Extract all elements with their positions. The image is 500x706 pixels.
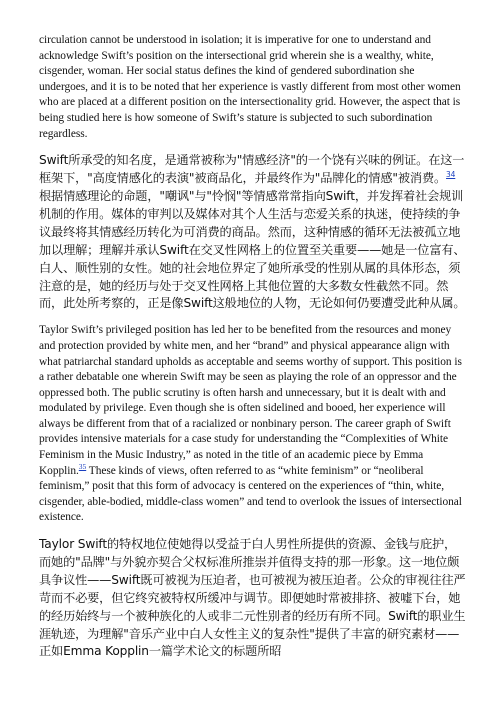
paragraph-text: Taylor Swift的特权地位使她得以受益于白人男性所提供的资源、金钱与庇护，而她的"品牌"与外貌亦契合父权标准所推崇并值得支持的那一形象。这一地位颇具争议性——Swift既可被视为压迫者，也可被视为被压迫者。公众的审视往往严苛而不必要，但它终究被特权所缓冲与调节。即便她时常被排挤、被嘘下台，她的经历始终与一个被种族化的人或非二元性别者的经历有所不同。Swift的职业生涯轨迹，为理解"音乐产业中白人女性主义的复杂性"提供了丰富的研究素材——正如Emma Kopplin一篇学术论文的标题所昭 [39, 537, 466, 659]
paragraph-english-1 [39, 33, 466, 142]
paragraph-text: 根据情感理论的命题，"嘲讽"与"怜悯"等情感常常指向Swift，并发挥着社会规训机制的作用。媒体的审判以及媒体对其个人生活与恋爱关系的执迷，使持续的争议最终将其情感经历转化为可消费的商品。然而，这种情感的循环无法被孤立地加以理解；理解并承认Swift在交叉性网格上的位置至关重要——她是一位富有、白人、顺性别的女性。她的社会地位界定了她所承受的性别从属的具体形态，须注意的是，她的经历与处于交叉性网格上其他位置的大多数女性截然不同。然而，此处所考察的，正是像Swift这般地位的人物，无论如何仍要遭受此种从属。 [39, 188, 466, 311]
footnote-link[interactable]: 34 [446, 170, 456, 179]
paragraph-english-2 [39, 323, 466, 526]
paragraph-text: Swift所承受的知名度，是通常被称为"情感经济"的一个饶有兴味的例证。在这一框架下，"高度情感化的表演"被商品化，并最终作为"品牌化的情感"被消费。 [39, 153, 465, 186]
paragraph-chinese-2 [39, 536, 466, 661]
footnote-link[interactable]: 35 [78, 461, 87, 471]
paragraph-text: These kinds of views, often referred to as “white feminism” or “neoliberal feminism,” posit that this form of advocacy is centered on the experiences of “thin, white, cisgender, able-bodied, middle-class women” and tend to overlook the issues of intersectional existence. [39, 464, 462, 524]
paragraph-text: Taylor Swift’s privileged position has led her to be benefited from the resources and money and protection provided by white men, and her “brand” and physical appearance align with what patriarchal standard upholds as acceptable and seems worthy of support. This position is a rather debatable one wherein Swift may be seen as playing the role of an oppressor and the oppressed both. The public scrutiny is often harsh and unnecessary, but it is dealt with and modulated by privilege. Even though she is often sidelined and booed, her experience will always be different from that of a racialized or nonbinary person. The career graph of Swift provides intensive materials for a case study for understanding the “Complexities of White Feminism in the Music Industry,” as noted in the title of an academic piece by Emma Kopplin. [39, 324, 462, 477]
paragraph-chinese-1 [39, 152, 466, 313]
paragraph-text: circulation cannot be understood in isolation; it is imperative for one to understand and acknowledge Swift’s position on the intersectional grid wherein she is a wealthy, white, cisgender, woman. Her social status defines the kind of gendered subordination she undergoes, and it is to be noted that her experience is vastly different from most other women who are placed at a different position on the intersectionality grid. However, the aspect that is being studied here is how someone of Swift’s stature is subjected to such subordination regardless. [39, 34, 461, 140]
